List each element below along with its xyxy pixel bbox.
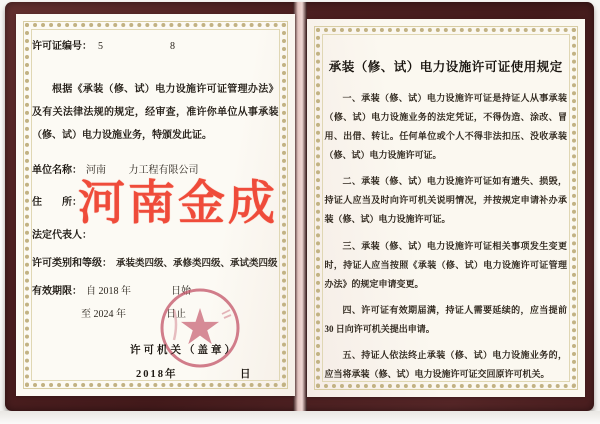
license-class-value: 承装类四级、承修类四级、承试类四级: [116, 259, 278, 269]
license-number-label: 许可证编号：: [32, 41, 92, 52]
issuing-authority-line: 许可机关（盖章）: [130, 344, 238, 356]
booklet-pages: [14, 11, 587, 400]
rules-title: 承装（修、试）电力设施许可证使用规定: [328, 60, 563, 74]
red-watermark-text: 河南金成: [78, 176, 278, 229]
license-number-row: [32, 40, 279, 54]
address-label: 住 所：: [32, 197, 82, 208]
license-class-label: 许可类别和等级：: [32, 258, 112, 269]
company-name-value: 河南 力工程有限公司: [86, 164, 199, 176]
company-name-label: 单位名称：: [32, 164, 82, 176]
issuance-statement: 根据《承装（修、试）电力设施许可证管理办法》及有关法律法规的规定，经审查，准许你单位从事承装（修、试）电力设施业务，特颁发此证。: [32, 83, 279, 141]
license-info-page: [16, 14, 295, 396]
legal-representative-label: 法定代表人：: [32, 229, 92, 241]
usage-rules-page: [307, 19, 586, 397]
issue-date-line: 2018年 日: [136, 368, 253, 380]
rules-page-content: [325, 35, 568, 381]
validity-start-value: 自 2018 年 日始: [86, 285, 191, 297]
validity-label: 有效期限：: [32, 285, 82, 297]
rule-clause-1: 一、承装（修、试）电力设施许可证是持证人从事承装（修、试）电力设施业务的法定凭证，不得伪造、涂改、冒用、出借、转让。任何单位或个人不得非法扣压、没收承装（修、试）电力设施许可证。: [324, 93, 567, 161]
rule-clause-2: 二、承装（修、试）电力设施许可证如有遗失、损毁，持证人应当及时向许可机关说明情况，并按规定申请补办承装（修、试）电力设施许可证。: [324, 176, 567, 225]
rule-clause-4: 四、许可证有效期届满，持证人需要延续的，应当提前 30 日向许可机关提出申请。: [324, 304, 567, 334]
validity-end-value: 至 2024 年 日止: [81, 309, 186, 321]
rule-clause-3: 三、承装（修、试）电力设施许可证相关事项发生变更时，持证人应当按照《承装（修、试）电力设施许可证管理办法》的规定申请变更。: [324, 240, 567, 289]
photo-bottom-edge: [0, 411, 600, 424]
certificate-booklet-cover: [5, 2, 594, 411]
license-number-value: 5 8: [98, 41, 176, 52]
rule-clause-5: 五、持证人依法终止承装（修、试）电力设施业务的，应当将承装（修、试）电力设施许可证交回原许可机关。: [324, 349, 567, 380]
license-class-row: [32, 257, 279, 271]
